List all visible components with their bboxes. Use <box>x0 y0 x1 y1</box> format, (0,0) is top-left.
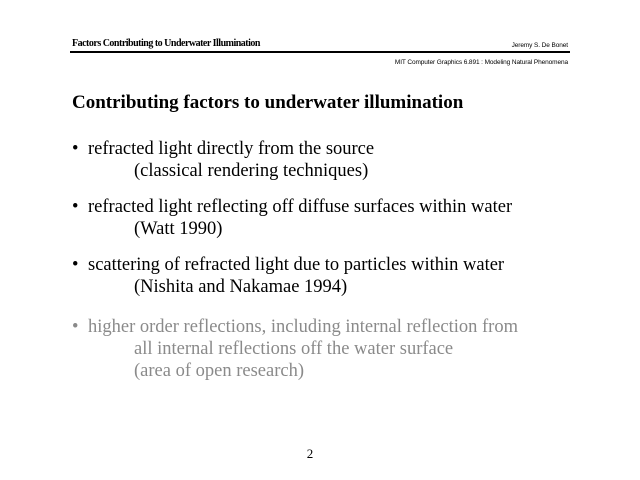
bullet-item <box>72 196 512 240</box>
bullet-item <box>72 316 518 382</box>
header-left-title: Factors Contributing to Underwater Illumination <box>72 38 260 49</box>
bullet-subtext: (Nishita and Nakamae 1994) <box>134 277 348 297</box>
bullet-marker: • <box>72 197 79 217</box>
bullet-item <box>72 254 504 298</box>
bullet-marker: • <box>72 317 79 337</box>
header-author: Jeremy S. De Bonet <box>511 42 568 49</box>
bullet-text: higher order reflections, including internal reflection from <box>88 317 518 337</box>
bullet-subtext: (Watt 1990) <box>134 219 223 239</box>
header-course: MIT Computer Graphics 6.891 : Modeling Natural Phenomena <box>394 59 568 66</box>
bullet-item <box>72 138 374 182</box>
bullet-text: scattering of refracted light due to particles within water <box>88 255 505 275</box>
header-rule <box>70 51 570 53</box>
bullet-marker: • <box>72 139 79 159</box>
page-number: 2 <box>306 446 314 461</box>
bullet-text: refracted light reflecting off diffuse surfaces within water <box>88 197 513 217</box>
slide-title: Contributing factors to underwater illumination <box>72 92 464 113</box>
bullet-subtext: all internal reflections off the water surface <box>134 339 454 359</box>
bullet-subtext: (area of open research) <box>134 361 304 381</box>
bullet-text: refracted light directly from the source <box>88 139 375 159</box>
bullet-subtext: (classical rendering techniques) <box>134 161 369 181</box>
bullet-marker: • <box>72 255 79 275</box>
